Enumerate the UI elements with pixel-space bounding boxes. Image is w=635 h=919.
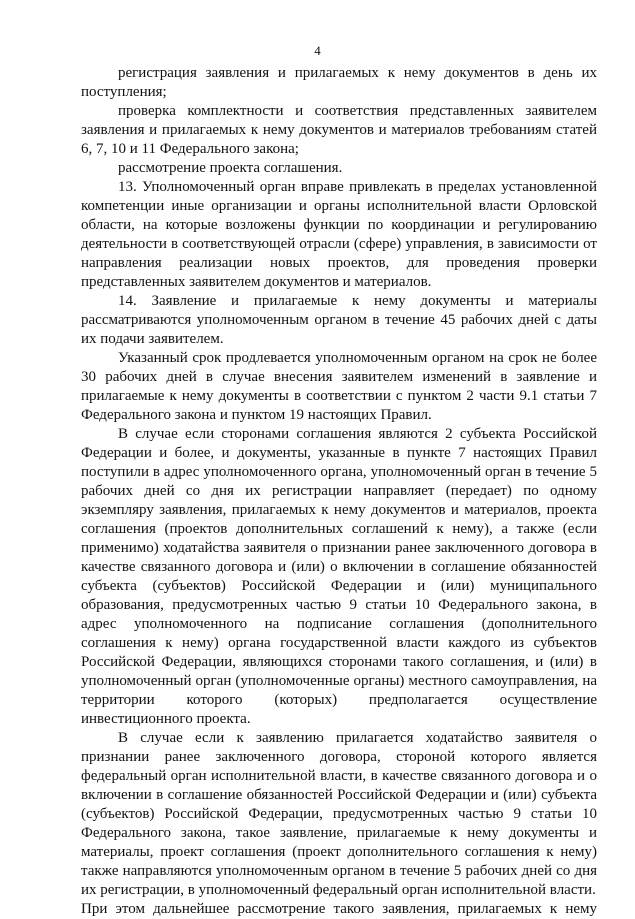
paragraph-clause-13: 13. Уполномоченный орган вправе привлекать в пределах установленной компетенции иные организации и органы исполнительной власти Орловской области, на которые возложены функции по координации и регулированию деятельности в соответствующей отрасли (сфере) управления, в зависимости от направления реализации новых проектов, для проведения проверки представленных заявителем документов и материалов. [81, 179, 597, 290]
paragraph-draft-review: рассмотрение проекта соглашения. [118, 160, 343, 176]
paragraph-federal-authority: В случае если к заявлению прилагается ходатайство заявителя о признании ранее заключенного договора, стороной которого является федеральный орган исполнительной власти, в качестве связанного договора и о включении в соглашение обязанностей Российской Федерации и (или) субъекта (субъектов) Российской Федерации, предусмотренных частью 9 статьи 10 Федерального закона, такое заявление, прилагаемые к нему документы и материалы, проект соглашения (проект дополнительного соглашения к нему) также направляются уполномоченным органом в течение 5 рабочих дней со дня их регистрации, в уполномоченный федеральный орган исполнительной власти. [81, 730, 597, 898]
paragraph-continuation: При этом дальнейшее рассмотрение такого заявления, прилагаемых к нему [81, 901, 597, 917]
page-number: 4 [314, 43, 321, 58]
paragraph-registration: регистрация заявления и прилагаемых к нему документов в день их поступления; [81, 65, 597, 100]
paragraph-completeness-check: проверка комплектности и соответствия представленных заявителем заявления и прилагаемых к нему документов и материалов требованиям статей 6, 7, 10 и 11 Федерального закона; [81, 103, 597, 157]
paragraph-multiple-subjects: В случае если сторонами соглашения являются 2 субъекта Российской Федерации и более, и документы, указанные в пункте 7 настоящих Правил поступили в адрес уполномоченного органа, уполномоченный орган в течение 5 рабочих дней со дня их регистрации направляет (передает) по одному экземпляру заявления, прилагаемых к нему документов и материалов, проекта соглашения (проектов дополнительных соглашений к нему), а также (если применимо) ходатайства заявителя о признании ранее заключенного договора в качестве связанного договора и (или) о включении в соглашение обязанностей субъекта (субъектов) Российской Федерации и (или) муниципального образования, предусмотренных частью 9 статьи 10 Федерального закона, в адрес уполномоченного на подписание соглашения (дополнительного соглашения к нему) органа государственной власти каждого из субъектов Российской Федерации, являющихся сторонами такого соглашения, и (или) в уполномоченный орган (уполномоченные органы) местного самоуправления, на территории которого (которых) предполагается осуществление инвестиционного проекта. [81, 426, 597, 727]
document-body [81, 64, 597, 919]
paragraph-term-extension: Указанный срок продлевается уполномоченным органом на срок не более 30 рабочих дней в случае внесения заявителем изменений в заявление и прилагаемые к нему документы в соответствии с пунктом 2 части 9.1 статьи 7 Федерального закона и пунктом 19 настоящих Правил. [81, 350, 597, 423]
paragraph-clause-14: 14. Заявление и прилагаемые к нему документы и материалы рассматриваются уполномоченным органом в течение 45 рабочих дней с даты их подачи заявителем. [81, 293, 597, 347]
